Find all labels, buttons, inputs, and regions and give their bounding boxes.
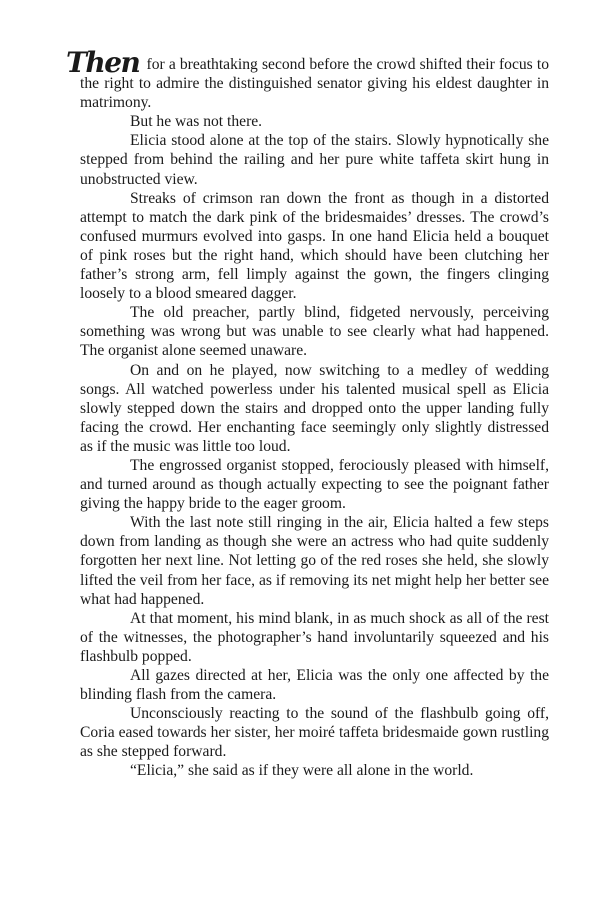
document-page <box>66 46 549 781</box>
paragraph-5: The old preacher, partly blind, fidgeted nervously, perceiving something was wrong but was unable to see clearly what had happened. The organist alone seemed unaware. <box>80 304 549 360</box>
paragraph-8: With the last note still ringing in the air, Elicia halted a few steps down from landing as though she were an actress who had quite suddenly forgotten her next line. Not letting go of the red roses she held, she slowly lifted the veil from her face, as if removing its net might help her better see what had happened. <box>80 514 549 608</box>
paragraph-1-text: for a breathtaking second before the crowd shifted their focus to the right to admire the distinguished senator giving his eldest daughter in matrimony. <box>80 56 549 112</box>
paragraph-7: The engrossed organist stopped, ferociously pleased with himself, and turned around as though actually expecting to see the poignant father giving the happy bride to the eager groom. <box>80 456 549 513</box>
paragraph-1 <box>66 46 549 112</box>
paragraph-6: On and on he played, now switching to a medley of wedding songs. All watched powerless under his talented musical spell as Elicia slowly stepped down the stairs and dropped onto the upper landing fully facing the crowd. Her enchanting face seemingly only slightly distressed as if the music was little too loud. <box>80 361 549 455</box>
paragraph-9: At that moment, his mind blank, in as much shock as all of the rest of the witnesses, the photographer’s hand involuntarily squeezed and his flashbulb popped. <box>80 609 549 665</box>
paragraph-4: Streaks of crimson ran down the front as though in a distorted attempt to match the dark pink of the bridesmaides’ dresses. The crowd’s confused murmurs evolved into gasps. In one hand Elicia held a bouquet of pink roses but the right hand, which should have been clutching her father’s strong arm, fell limply against the gown, the fingers clinging loosely to a blood smeared dagger. <box>80 189 549 303</box>
drop-cap-word: Then <box>66 46 140 79</box>
paragraph-12: “Elicia,” she said as if they were all alone in the world. <box>130 762 474 780</box>
paragraph-10: All gazes directed at her, Elicia was the only one affected by the blinding flash from the camera. <box>80 667 549 704</box>
paragraph-3: Elicia stood alone at the top of the stairs. Slowly hypnotically she stepped from behind the railing and her pure white taffeta skirt hung in unobstructed view. <box>80 132 549 188</box>
paragraph-11: Unconsciously reacting to the sound of the flashbulb going off, Coria eased towards her sister, her moiré taffeta bridesmaide gown rustling as she stepped forward. <box>80 705 549 761</box>
paragraph-2: But he was not there. <box>130 113 263 131</box>
